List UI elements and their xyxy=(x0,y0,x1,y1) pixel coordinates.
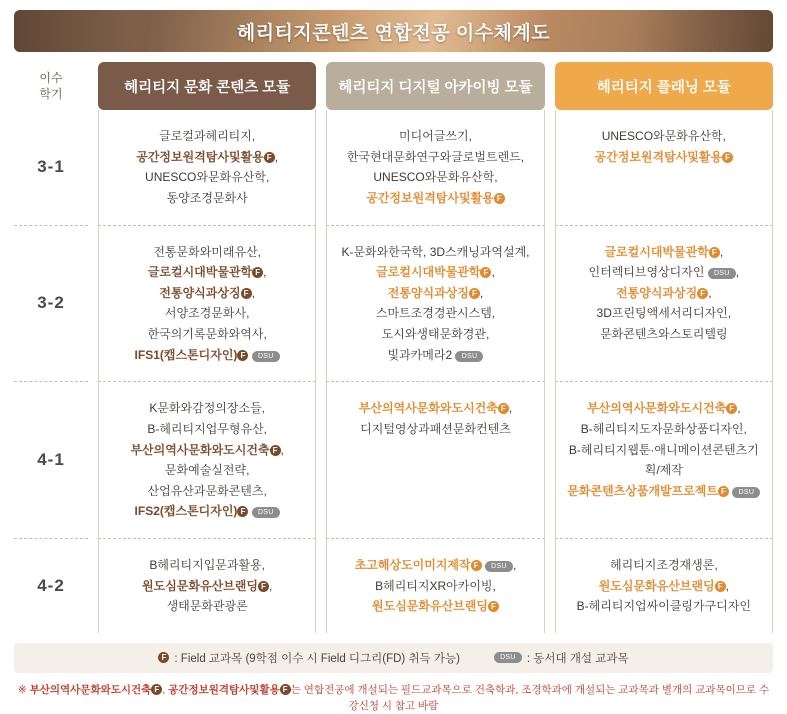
course-name: 글로컬시대박물관학 xyxy=(147,265,253,280)
course-line xyxy=(107,481,307,502)
course-name: 스마트조경경관시스템, xyxy=(375,306,496,321)
course-name: K-문화와한국학, 3D스캐닝과역설계, xyxy=(341,244,530,259)
course-line xyxy=(107,324,307,345)
course-line: 공간정보원격탐사및활용 F , xyxy=(136,149,279,164)
course-line xyxy=(107,501,307,522)
dsu-course-icon: DSU xyxy=(485,561,513,572)
course-line xyxy=(335,419,535,440)
field-course-icon: F xyxy=(151,684,162,695)
course-line xyxy=(335,324,535,345)
course-name: 헤리티지조경재생론, xyxy=(609,558,718,572)
course-name: 원도심문화유산브랜딩 xyxy=(598,578,715,593)
course-name: B-헤리티지업싸이클링가구디자인 xyxy=(576,599,751,614)
field-course-icon: F xyxy=(498,403,509,414)
course-line xyxy=(335,596,535,617)
course-line xyxy=(335,576,535,597)
course-line: 부산의역사문화와도시건축 F , xyxy=(587,401,741,416)
course-line xyxy=(564,440,764,481)
semester-label: 3-1 xyxy=(37,157,65,177)
course-name: 미디어글쓰기, xyxy=(399,129,472,143)
dsu-course-icon: DSU xyxy=(494,652,522,663)
course-line: 초고해상도이미지제작 F DSU , xyxy=(354,558,517,572)
course-name: B-헤리티지도자문화상품디자인, xyxy=(580,421,747,436)
course-cell xyxy=(98,381,316,538)
field-course-icon: F xyxy=(488,601,499,612)
course-name: 산업유산과문화콘텐츠, xyxy=(147,483,267,498)
course-line xyxy=(335,303,535,324)
semester-label: 4-2 xyxy=(14,538,88,633)
course-name: 글로컬과헤리티지, xyxy=(159,129,256,143)
course-name: 원도심문화유산브랜딩 xyxy=(372,599,488,614)
course-line: 원도심문화유산브랜딩 F , xyxy=(142,578,273,593)
course-name: UNESCO와문화유산학, xyxy=(145,170,270,185)
field-course-icon: F xyxy=(709,247,720,258)
course-name: 한국의기록문화와역사, xyxy=(147,327,267,341)
course-name: 서양조경문화사, xyxy=(164,306,250,321)
course-name: 인터렉티브영상디자인 xyxy=(588,265,705,280)
footnote-prefix: ※ xyxy=(17,683,30,696)
field-course-icon: F xyxy=(494,193,505,204)
course-name: K문화와감정의장소들, xyxy=(149,401,265,416)
footnote-mid: , xyxy=(162,683,169,696)
semester-label: 3-2 xyxy=(14,225,88,382)
course-name: 동양조경문화사 xyxy=(166,190,248,205)
course-line xyxy=(564,555,764,576)
course-name: 전통문화와미래유산, xyxy=(153,244,261,259)
legend-field-label: : Field 교과목 (9학점 이수 시 Field 디그리(FD) 취득 가능) xyxy=(174,652,460,665)
course-line xyxy=(335,126,535,147)
course-name: 문화예술실전략, xyxy=(164,463,250,478)
field-course-icon: F xyxy=(471,560,482,571)
footnote-suffix: 는 연합전공에 개설되는 필드교과목으로 건축학과, 조경학과에 개설되는 교과목과 별개의 교과목이므로 수강신청 시 참고 바람 xyxy=(290,683,770,712)
field-course-icon: F xyxy=(469,288,480,299)
course-name: 글로컬시대박물관학 xyxy=(604,244,709,259)
course-line xyxy=(107,126,307,147)
course-line xyxy=(107,303,307,324)
course-line xyxy=(335,167,535,188)
field-course-icon: F xyxy=(718,486,729,497)
course-line: 전통양식과상징 F , xyxy=(616,285,712,300)
course-line xyxy=(107,460,307,481)
column-header-planning: 헤리티지 플래닝 모듈 xyxy=(555,62,773,110)
semester-header-line1: 이수 xyxy=(39,70,63,85)
course-line xyxy=(564,126,764,147)
field-course-icon: F xyxy=(280,684,291,695)
column-header-digital-archiving: 헤리티지 디지털 아카이빙 모듈 xyxy=(326,62,544,110)
course-name: 생태문화관광론 xyxy=(166,599,248,614)
course-name: 문화콘텐츠상품개발프로젝트 xyxy=(567,483,718,498)
course-name: 도시와생태문화경관, xyxy=(381,327,490,341)
footnote-course-2: 공간정보원격탐사및활용 xyxy=(168,683,280,696)
course-line xyxy=(564,324,764,345)
roadmap-grid xyxy=(14,62,773,633)
semester-header-line2: 학기 xyxy=(39,87,63,101)
course-name: 전통양식과상징 xyxy=(387,285,469,300)
course-name: IFS2(캡스톤디자인) xyxy=(134,504,238,519)
course-name: B-헤리티지업무형유산, xyxy=(147,421,267,436)
course-name: IFS1(캡스톤디자인) xyxy=(134,347,238,362)
footnote xyxy=(14,683,773,714)
course-line: 글로컬시대박물관학 F , xyxy=(147,265,267,280)
course-line xyxy=(107,398,307,419)
field-course-icon: F xyxy=(726,403,737,414)
course-line xyxy=(564,596,764,617)
course-name: 한국현대문화연구와글로벌트렌드, xyxy=(346,149,525,164)
course-name: 원도심문화유산브랜딩 xyxy=(142,578,258,593)
course-cell xyxy=(555,225,773,382)
course-name: 글로컬시대박물관학 xyxy=(376,265,481,280)
dsu-course-icon: DSU xyxy=(732,487,760,498)
course-name: 3D프린팅액세서리디자인, xyxy=(596,306,732,321)
course-cell xyxy=(98,538,316,633)
dsu-course-icon: DSU xyxy=(252,507,280,518)
course-line: 글로컬시대박물관학 F , xyxy=(376,265,495,280)
footnote-course-1: 부산의역사문화와도시건축 xyxy=(29,683,152,696)
page-title: 헤리티지콘텐츠 연합전공 이수체계도 xyxy=(236,22,551,44)
field-course-icon: F xyxy=(252,267,263,278)
course-line xyxy=(107,345,307,366)
course-line xyxy=(107,419,307,440)
course-line xyxy=(335,242,535,263)
dsu-course-icon: DSU xyxy=(708,268,736,279)
course-name: 부산의역사문화와도시건축 xyxy=(130,442,270,457)
course-line xyxy=(564,481,764,502)
course-line xyxy=(107,596,307,617)
field-course-icon: F xyxy=(715,581,726,592)
course-name: 빛과카메라2 xyxy=(387,347,453,362)
title-banner xyxy=(14,10,773,52)
course-line: 원도심문화유산브랜딩 F , xyxy=(598,578,729,593)
course-cell xyxy=(555,110,773,225)
semester-header xyxy=(14,62,88,110)
course-name: 공간정보원격탐사및활용 xyxy=(594,149,723,164)
course-line xyxy=(335,188,535,209)
field-course-icon: F xyxy=(697,288,708,299)
course-name: 전통양식과상징 xyxy=(616,285,698,300)
course-line: 인터렉티브영상디자인 DSU , xyxy=(588,265,740,280)
course-line: 부산의역사문화와도시건축 F , xyxy=(358,401,513,416)
field-course-icon: F xyxy=(264,152,275,163)
course-name: UNESCO와문화유산학, xyxy=(373,170,498,185)
course-name: 디지털영상과패션문화컨텐츠 xyxy=(360,421,511,436)
course-name: 부산의역사문화와도시건축 xyxy=(358,401,498,416)
course-name: B헤리티지입문과활용, xyxy=(149,558,265,572)
course-line xyxy=(107,188,307,209)
field-course-icon: F xyxy=(258,581,269,592)
course-name: 문화콘텐츠와스토리텔링 xyxy=(600,327,728,341)
column-header-culture-contents: 헤리티지 문화 콘텐츠 모듈 xyxy=(98,62,316,110)
dsu-course-icon: DSU xyxy=(252,351,280,362)
course-line: 전통양식과상징 F , xyxy=(159,285,255,300)
course-line xyxy=(335,345,535,366)
field-course-icon: F xyxy=(237,350,248,361)
field-course-icon: F xyxy=(158,652,169,663)
field-course-icon: F xyxy=(722,152,733,163)
course-line xyxy=(564,303,764,324)
course-cell xyxy=(98,225,316,382)
course-name: 초고해상도이미지제작 xyxy=(354,558,471,572)
course-cell xyxy=(555,538,773,633)
course-line xyxy=(564,147,764,168)
field-course-icon: F xyxy=(237,506,248,517)
field-course-icon: F xyxy=(270,445,281,456)
course-line: 전통양식과상징 F , xyxy=(387,285,484,300)
course-name: 공간정보원격탐사및활용 xyxy=(136,149,264,164)
field-course-icon: F xyxy=(241,288,252,299)
course-cell xyxy=(326,538,544,633)
course-line xyxy=(107,242,307,263)
course-name: B-헤리티지웹툰·애니메이션콘텐츠기획/제작 xyxy=(568,442,759,478)
semester-label: 4-1 xyxy=(14,381,88,538)
field-course-icon: F xyxy=(480,267,491,278)
course-line xyxy=(107,555,307,576)
course-line xyxy=(335,147,535,168)
dsu-course-icon: DSU xyxy=(455,351,483,362)
course-line xyxy=(107,167,307,188)
course-cell xyxy=(98,110,316,225)
course-cell xyxy=(326,225,544,382)
course-cell xyxy=(326,110,544,225)
course-name: 부산의역사문화와도시건축 xyxy=(587,401,727,416)
course-cell xyxy=(326,381,544,538)
course-name: 공간정보원격탐사및활용 xyxy=(366,190,494,205)
course-line xyxy=(564,419,764,440)
course-line: 글로컬시대박물관학 F , xyxy=(604,244,724,259)
course-name: B헤리티지XR아카이빙, xyxy=(375,578,496,593)
course-name: UNESCO와문화유산학, xyxy=(601,129,726,143)
course-name: 전통양식과상징 xyxy=(159,285,241,300)
course-line: 부산의역사문화와도시건축 F , xyxy=(130,442,284,457)
legend-dsu-label: : 동서대 개설 교과목 xyxy=(526,652,629,665)
course-cell xyxy=(555,381,773,538)
